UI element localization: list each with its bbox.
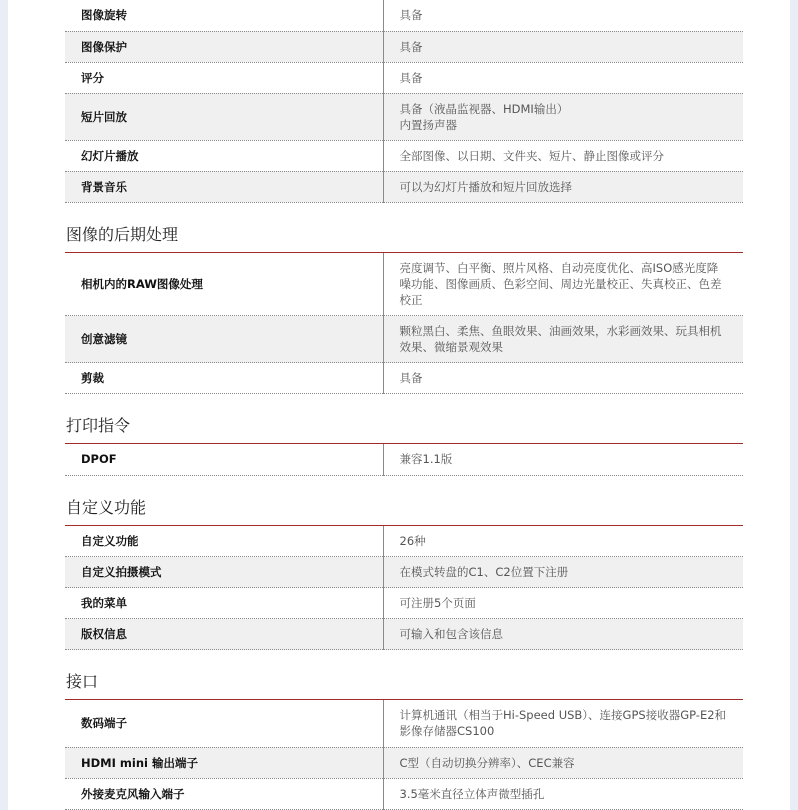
table-row xyxy=(65,747,743,778)
table-row xyxy=(65,0,743,31)
table-row xyxy=(65,253,743,316)
table-row xyxy=(65,444,743,475)
spec-value: 具备 xyxy=(383,31,743,62)
spec-table xyxy=(65,253,743,395)
spec-key: 数码端子 xyxy=(65,700,383,747)
spec-key: HDMI mini 输出端子 xyxy=(65,747,383,778)
spec-value: 颗粒黑白、柔焦、鱼眼效果、油画效果，水彩画效果、玩具相机效果、微缩景观效果 xyxy=(383,316,743,363)
spec-value: 3.5毫米直径立体声微型插孔 xyxy=(383,778,743,809)
spec-page xyxy=(8,0,790,810)
section-title: 图像的后期处理 xyxy=(65,217,743,253)
spec-table xyxy=(65,526,743,651)
section-title: 自定义功能 xyxy=(65,490,743,526)
table-row xyxy=(65,778,743,809)
spec-value: C型（自动切换分辨率）、CEC兼容 xyxy=(383,747,743,778)
spec-key: 自定义功能 xyxy=(65,526,383,557)
table-row xyxy=(65,363,743,394)
spec-value: 兼容1.1版 xyxy=(383,444,743,475)
spec-value: 可以为幻灯片播放和短片回放选择 xyxy=(383,171,743,202)
spec-value: 可输入和包含该信息 xyxy=(383,619,743,650)
table-row xyxy=(65,171,743,202)
spec-value: 全部图像、以日期、文件夹、短片、静止图像或评分 xyxy=(383,140,743,171)
spec-key: 外接麦克风输入端子 xyxy=(65,778,383,809)
table-row xyxy=(65,62,743,93)
spec-key: 幻灯片播放 xyxy=(65,140,383,171)
table-row xyxy=(65,557,743,588)
spec-value: 具备 xyxy=(383,363,743,394)
spec-value: 可注册5个页面 xyxy=(383,588,743,619)
spec-key: 创意滤镜 xyxy=(65,316,383,363)
section-title: 打印指令 xyxy=(65,408,743,444)
spec-key: 剪裁 xyxy=(65,363,383,394)
spec-table xyxy=(65,444,743,476)
spec-value: 具备 xyxy=(383,62,743,93)
spec-key: 背景音乐 xyxy=(65,171,383,202)
table-row xyxy=(65,700,743,747)
spec-key: 评分 xyxy=(65,62,383,93)
spec-value: 具备 xyxy=(383,0,743,31)
spec-table xyxy=(65,700,743,810)
spec-key: 图像旋转 xyxy=(65,0,383,31)
spec-table xyxy=(65,0,743,203)
spec-key: 短片回放 xyxy=(65,93,383,140)
spec-content xyxy=(65,0,743,810)
spec-key: 版权信息 xyxy=(65,619,383,650)
table-row xyxy=(65,526,743,557)
spec-value: 在模式转盘的C1、C2位置下注册 xyxy=(383,557,743,588)
spec-key: 自定义拍摄模式 xyxy=(65,557,383,588)
spec-value: 亮度调节、白平衡、照片风格、自动亮度优化、高ISO感光度降噪功能、图像画质、色彩空间、周边光量校正、失真校正、色差校正 xyxy=(383,253,743,316)
spec-value: 26种 xyxy=(383,526,743,557)
table-row xyxy=(65,619,743,650)
spec-value: 具备（液晶监视器、HDMI输出） 内置扬声器 xyxy=(383,93,743,140)
spec-key: 我的菜单 xyxy=(65,588,383,619)
spec-key: 图像保护 xyxy=(65,31,383,62)
spec-key: 相机内的RAW图像处理 xyxy=(65,253,383,316)
table-row xyxy=(65,588,743,619)
table-row xyxy=(65,31,743,62)
table-row xyxy=(65,316,743,363)
table-row xyxy=(65,140,743,171)
section-title: 接口 xyxy=(65,664,743,700)
spec-key: DPOF xyxy=(65,444,383,475)
spec-value: 计算机通讯（相当于Hi-Speed USB）、连接GPS接收器GP-E2和影像存储器CS100 xyxy=(383,700,743,747)
table-row xyxy=(65,93,743,140)
